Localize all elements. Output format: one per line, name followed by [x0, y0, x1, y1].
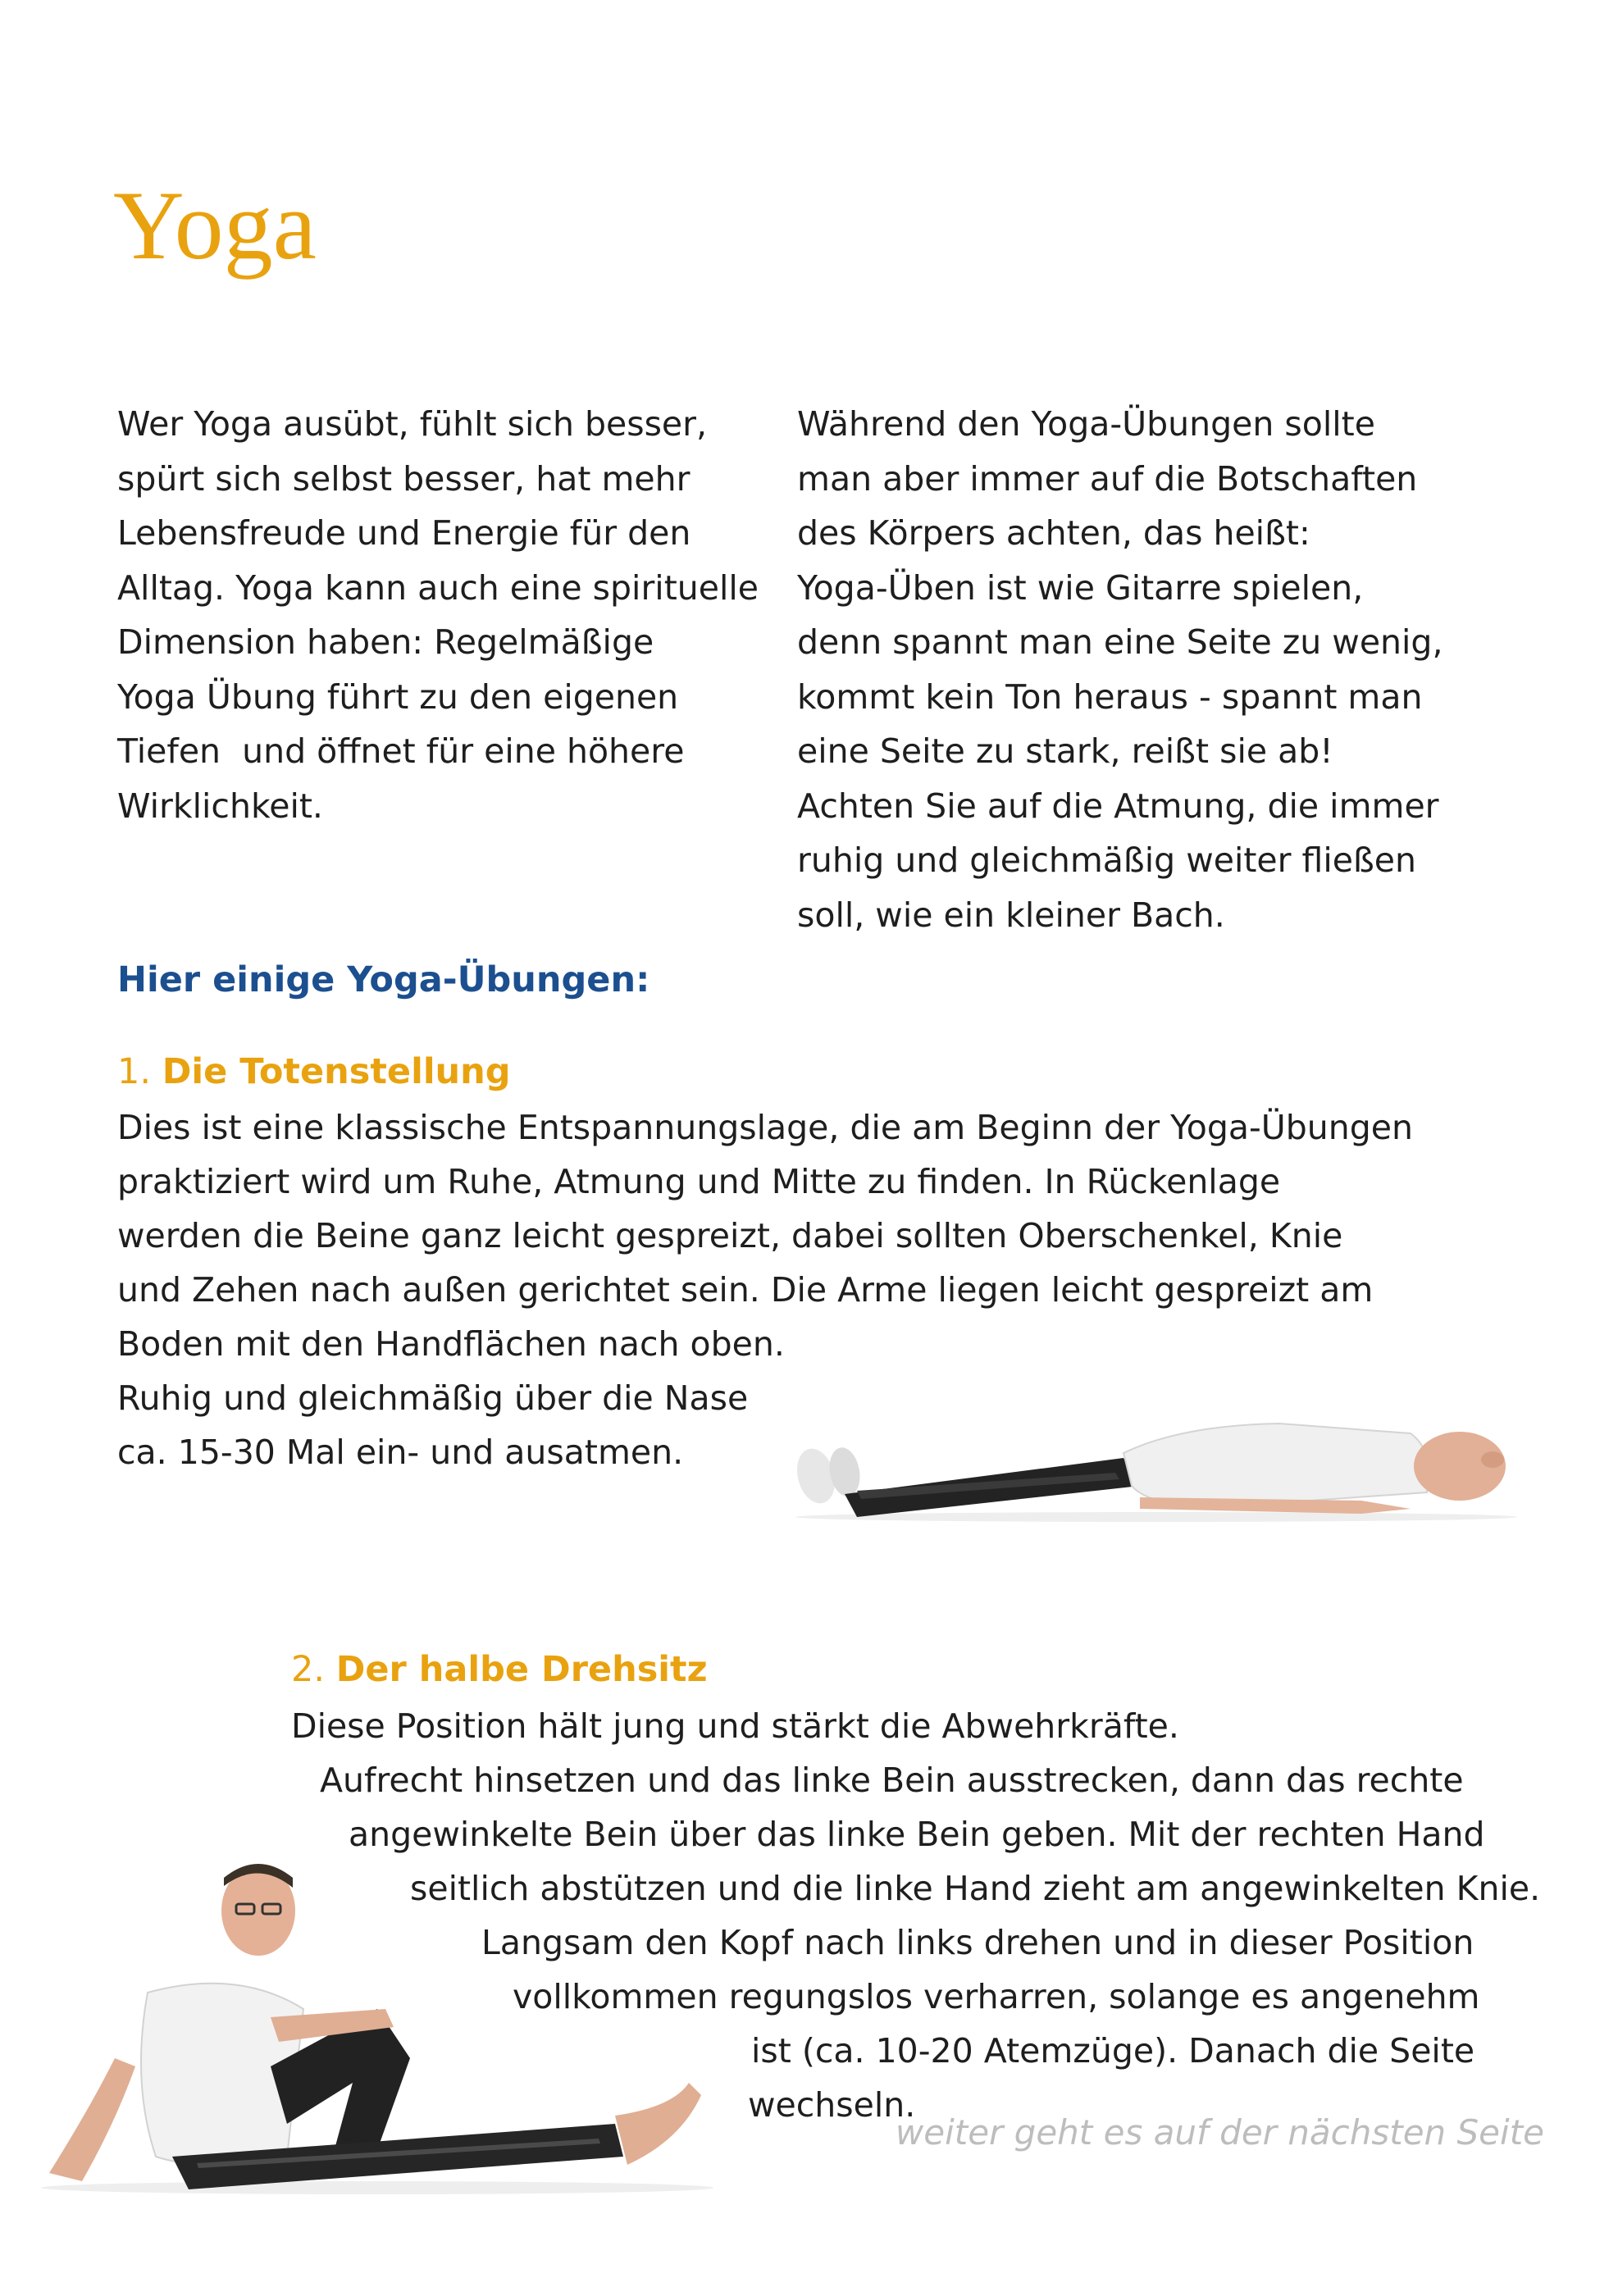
- exercise-number: 1.: [117, 1051, 152, 1092]
- intro-right-line: eine Seite zu stark, reißt sie ab!: [797, 731, 1333, 771]
- section-heading: Hier einige Yoga-Übungen:: [117, 959, 650, 1000]
- intro-left-line: Tiefen und öffnet für eine höhere: [117, 731, 685, 771]
- intro-left-line: spürt sich selbst besser, hat mehr: [117, 458, 690, 499]
- exercise-2-line: Aufrecht hinsetzen und das linke Bein ausstrecken, dann das rechte: [320, 1761, 1464, 1800]
- intro-left-line: Dimension haben: Regelmäßige: [117, 622, 654, 662]
- continue-note: weiter geht es auf der nächsten Seite: [895, 2112, 1544, 2152]
- exercise-1-line: und Zehen nach außen gerichtet sein. Die Arme liegen leicht gespreizt am: [117, 1270, 1374, 1310]
- exercise-name: Die Totenstellung: [162, 1051, 511, 1092]
- twist-pose-photo: [25, 1812, 713, 2198]
- exercise-1-heading: [117, 1047, 511, 1096]
- exercise-2-heading: [291, 1645, 708, 1694]
- page-title: Yoga: [113, 171, 317, 280]
- intro-left-line: Wer Yoga ausübt, fühlt sich besser,: [117, 404, 708, 444]
- exercise-2-line: Langsam den Kopf nach links drehen und in dieser Position: [481, 1923, 1474, 1962]
- intro-right-line: ruhig und gleichmäßig weiter fließen: [797, 840, 1417, 880]
- intro-left-line: Yoga Übung führt zu den eigenen: [117, 676, 679, 717]
- intro-right-line: des Körpers achten, das heißt:: [797, 513, 1310, 553]
- exercise-1-line: werden die Beine ganz leicht gespreizt, dabei sollten Oberschenkel, Knie: [117, 1216, 1343, 1255]
- intro-right-line: Achten Sie auf die Atmung, die immer: [797, 786, 1439, 826]
- exercise-1-line: ca. 15-30 Mal ein- und ausatmen.: [117, 1433, 684, 1472]
- exercise-1-line: praktiziert wird um Ruhe, Atmung und Mitte zu finden. In Rückenlage: [117, 1162, 1281, 1201]
- exercise-1-line: Boden mit den Handflächen nach oben.: [117, 1324, 785, 1364]
- exercise-2-line: wechseln.: [748, 2085, 916, 2125]
- exercise-number: 2.: [291, 1649, 326, 1690]
- intro-right-line: kommt kein Ton heraus - spannt man: [797, 676, 1423, 717]
- intro-right-column: [797, 397, 1519, 942]
- exercise-name: Der halbe Drehsitz: [335, 1649, 708, 1690]
- intro-left-column: [117, 397, 839, 833]
- exercise-2-line: Diese Position hält jung und stärkt die Abwehrkräfte.: [291, 1706, 1179, 1746]
- exercise-1-line: Dies ist eine klassische Entspannungslage, die am Beginn der Yoga-Übungen: [117, 1108, 1414, 1147]
- intro-right-line: man aber immer auf die Botschaften: [797, 458, 1418, 499]
- exercise-2-line: vollkommen regungslos verharren, solange es angenehm: [513, 1977, 1480, 2016]
- intro-right-line: soll, wie ein kleiner Bach.: [797, 895, 1225, 935]
- exercise-2-line: ist (ca. 10-20 Atemzüge). Danach die Seite: [751, 2031, 1475, 2070]
- intro-right-line: Während den Yoga-Übungen sollte: [797, 404, 1375, 444]
- exercise-1-line: Ruhig und gleichmäßig über die Nase: [117, 1378, 749, 1418]
- lying-pose-photo: [787, 1394, 1542, 1525]
- exercise-2-line: seitlich abstützen und die linke Hand zieht am angewinkelten Knie.: [410, 1869, 1541, 1908]
- intro-left-line: Alltag. Yoga kann auch eine spirituelle: [117, 567, 759, 608]
- intro-left-line: Lebensfreude und Energie für den: [117, 513, 691, 553]
- exercise-2-line: angewinkelte Bein über das linke Bein geben. Mit der rechten Hand: [349, 1815, 1485, 1854]
- intro-right-line: Yoga-Üben ist wie Gitarre spielen,: [797, 567, 1364, 608]
- intro-right-line: denn spannt man eine Seite zu wenig,: [797, 622, 1443, 662]
- intro-left-line: Wirklichkeit.: [117, 786, 323, 826]
